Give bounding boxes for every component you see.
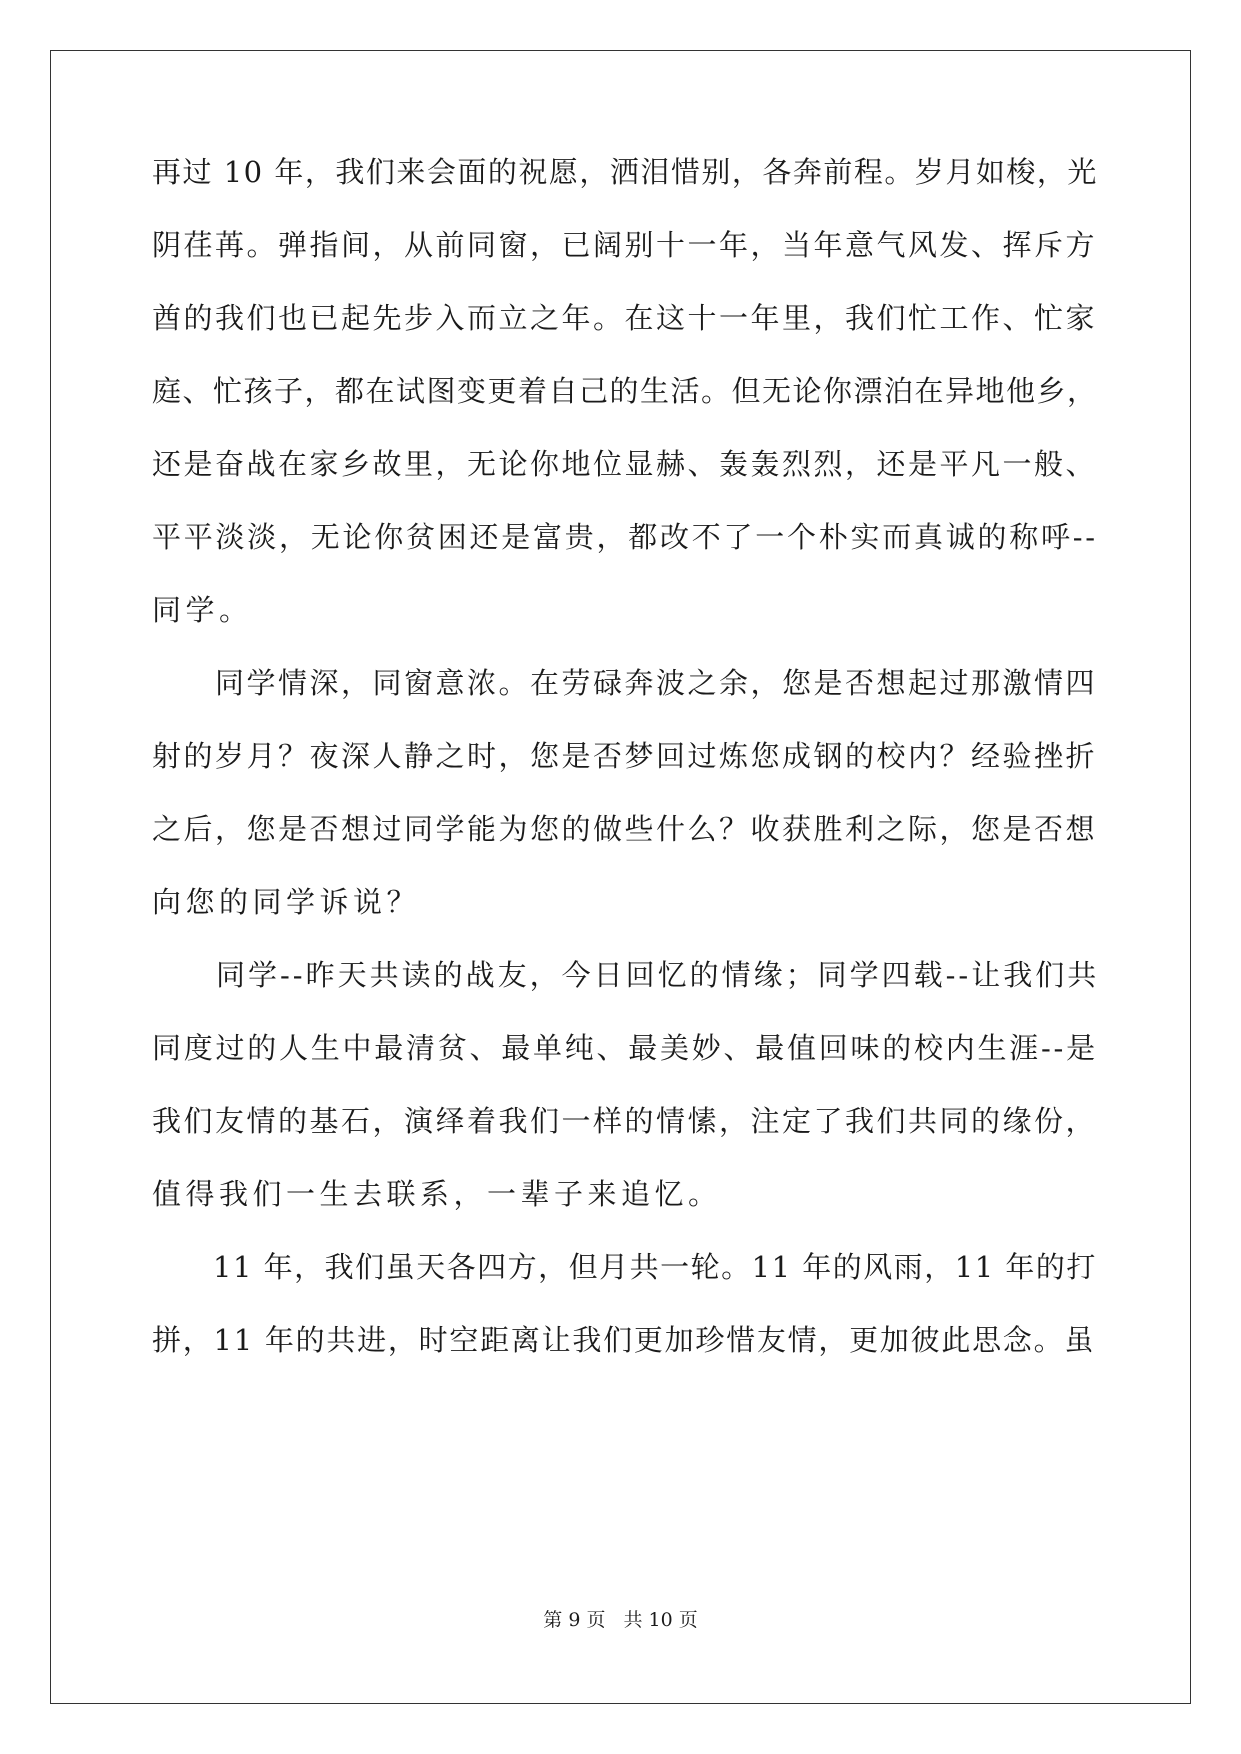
text-line: 11 年，我们虽天各四方，但月共一轮。11 年的风雨，11 年的打	[152, 1250, 1097, 1284]
text-line: 之后，您是否想过同学能为您的做些什么？收获胜利之际，您是否想	[152, 812, 1098, 846]
text-line: 同学--昨天共读的战友，今日回忆的情缘；同学四载--让我们共	[152, 958, 1100, 992]
text-line: 再过 10 年，我们来会面的祝愿，洒泪惜别，各奔前程。岁月如梭，光	[152, 155, 1098, 189]
text-line: 同学。	[152, 593, 253, 627]
text-line: 酋的我们也已起先步入而立之年。在这十一年里，我们忙工作、忙家	[152, 301, 1098, 335]
text-line: 还是奋战在家乡故里，无论你地位显赫、轰轰烈烈，还是平凡一般、	[152, 447, 1098, 481]
text-line: 阴荏苒。弹指间，从前同窗，已阔别十一年，当年意气风发、挥斥方	[152, 228, 1098, 262]
text-line: 射的岁月？夜深人静之时，您是否梦回过炼您成钢的校内？经验挫折	[152, 739, 1098, 773]
page-footer	[0, 1608, 1241, 1632]
text-line: 同学情深，同窗意浓。在劳碌奔波之余，您是否想起过那激情四	[152, 666, 1098, 700]
text-line: 我们友情的基石，演绎着我们一样的情愫，注定了我们共同的缘份，	[152, 1104, 1098, 1138]
text-line: 同度过的人生中最清贫、最单纯、最美妙、最值回味的校内生涯--是	[152, 1031, 1098, 1065]
page-number: 第 9 页	[543, 1609, 606, 1631]
text-line: 拼，11 年的共进，时空距离让我们更加珍惜友情，更加彼此思念。虽	[152, 1323, 1096, 1357]
page-total: 共 10 页	[623, 1609, 698, 1631]
text-line: 庭、忙孩子，都在试图变更着自己的生活。但无论你漂泊在异地他乡，	[152, 374, 1098, 408]
text-line: 值得我们一生去联系，一辈子来追忆。	[152, 1177, 722, 1211]
text-line: 平平淡淡，无论你贫困还是富贵，都改不了一个朴实而真诚的称呼--	[152, 520, 1098, 554]
text-line: 向您的同学诉说？	[152, 885, 421, 919]
